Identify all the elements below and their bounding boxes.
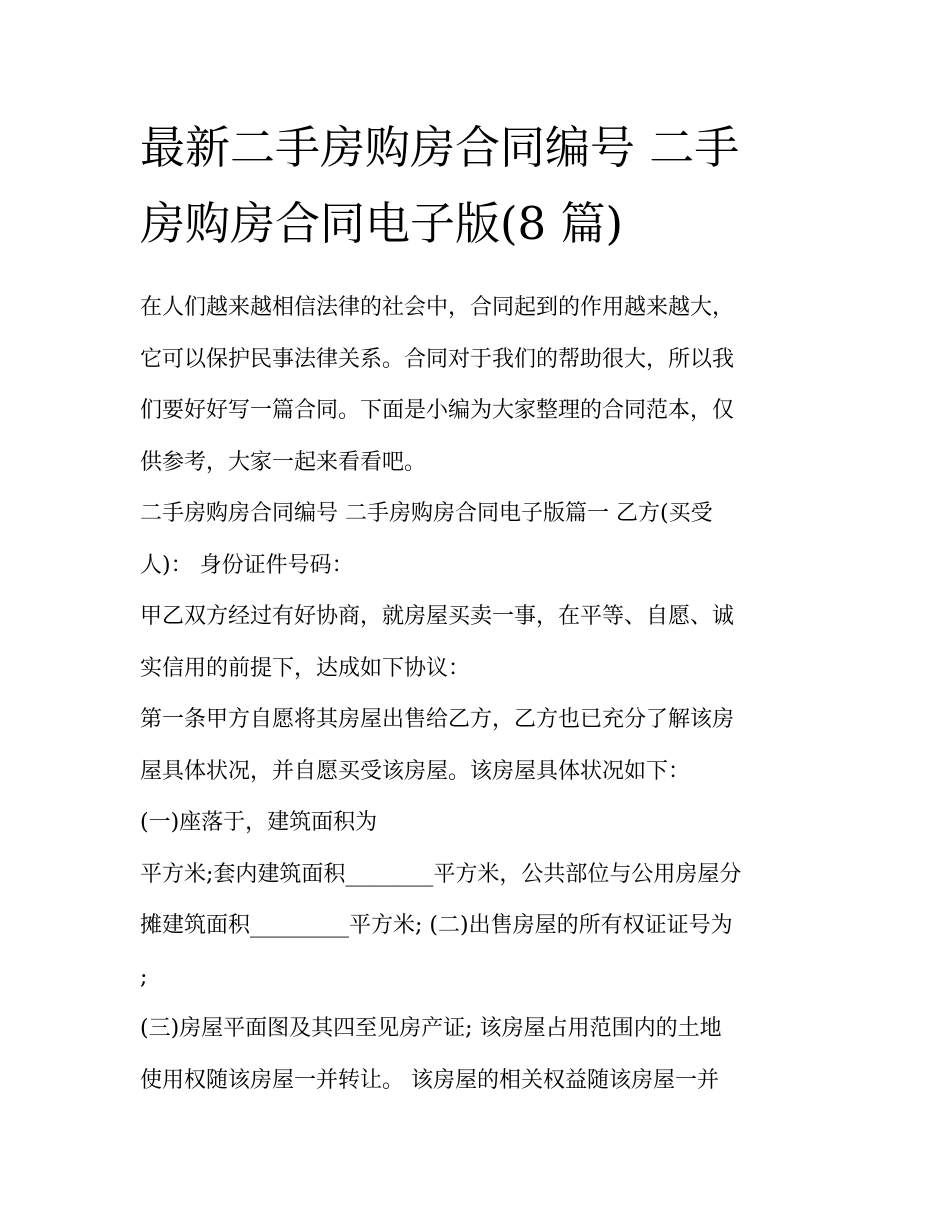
text-line: ; bbox=[140, 964, 148, 990]
text-line: 屋具体状况，并自愿买受该房屋。该房屋具体状况如下： bbox=[140, 758, 691, 784]
text-line: 甲乙双方经过有好协商，就房屋买卖一事，在平等、自愿、诚 bbox=[140, 604, 735, 629]
intro-paragraph bbox=[140, 282, 820, 488]
article-one-paragraph bbox=[140, 694, 820, 797]
title-line: 房购房合同电子版(8 篇) bbox=[140, 197, 624, 250]
text-line: 供参考，大家一起来看看吧。 bbox=[140, 449, 427, 475]
text-line: 二手房购房合同编号 二手房购房合同电子版篇一 乙方(买受 bbox=[140, 501, 713, 526]
floor-plan-paragraph bbox=[140, 1003, 820, 1106]
text-line: 实信用的前提下，达成如下协议： bbox=[140, 655, 471, 681]
text-line: 摊建筑面积_________平方米; (二)出售房屋的所有权证证号为 bbox=[140, 913, 733, 938]
text-line: 平方米;套内建筑面积________平方米，公共部位与公用房屋分 bbox=[140, 861, 742, 887]
text-line: 们要好好写一篇合同。下面是小编为大家整理的合同范本，仅 bbox=[140, 398, 735, 423]
area-paragraph bbox=[140, 849, 820, 1004]
section-heading-paragraph bbox=[140, 488, 820, 591]
text-line: (一)座落于，建筑面积为 bbox=[140, 810, 378, 835]
text-line: 使用权随该房屋一并转让。 该房屋的相关权益随该房屋一并 bbox=[140, 1067, 719, 1093]
document-page bbox=[140, 110, 820, 1106]
text-line: 它可以保护民事法律关系。合同对于我们的帮助很大，所以我 bbox=[140, 346, 735, 372]
text-line: 第一条甲方自愿将其房屋出售给乙方，乙方也已充分了解该房 bbox=[140, 707, 735, 732]
document-title bbox=[140, 110, 820, 262]
text-line: (三)房屋平面图及其四至见房产证; 该房屋占用范围内的土地 bbox=[140, 1016, 722, 1041]
text-line: 在人们越来越相信法律的社会中，合同起到的作用越来越大， bbox=[140, 295, 735, 320]
title-line: 最新二手房购房合同编号 二手 bbox=[140, 121, 740, 174]
text-line: 人)： 身份证件号码： bbox=[140, 552, 354, 578]
location-paragraph bbox=[140, 797, 820, 849]
agreement-paragraph bbox=[140, 591, 820, 694]
